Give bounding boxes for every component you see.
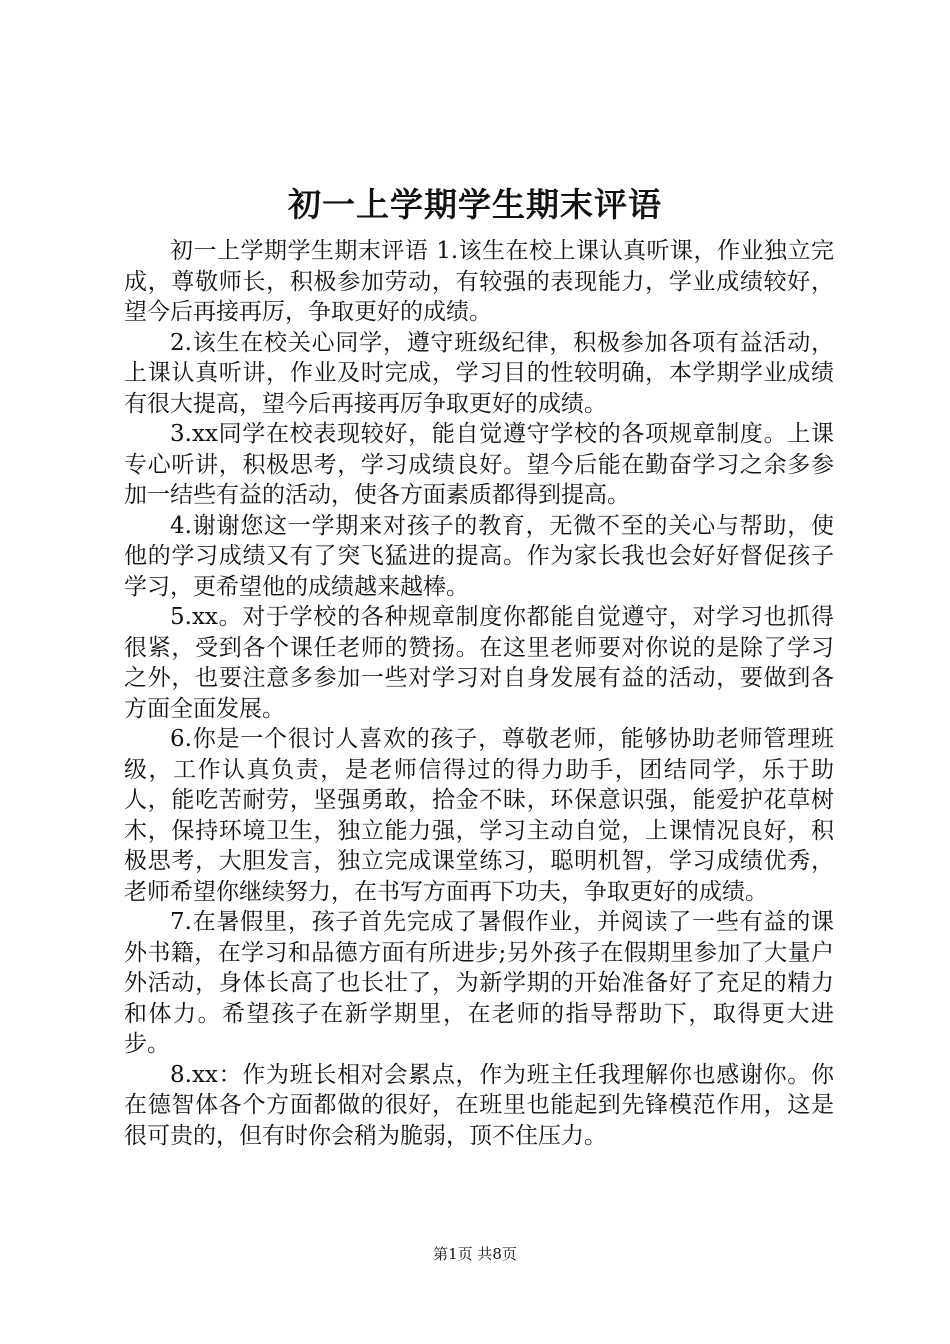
paragraph-6: 6.你是一个很讨人喜欢的孩子，尊敬老师，能够协助老师管理班级，工作认真负责，是老师信得过的得力助手，团结同学，乐于助人，能吃苦耐劳，坚强勇敢，拾金不昧，环保意识强，能爱护花草树木，保持环境卫生，独立能力强，学习主动自觉，上课情况良好，积极思考，大胆发言，独立完成课堂练习，聪明机智，学习成绩优秀，老师希望你继续努力，在书写方面再下功夫，争取更好的成绩。: [124, 726, 834, 905]
paragraph-8: 8.xx：作为班长相对会累点，作为班主任我理解你也感谢你。你在德智体各个方面都做的很好，在班里也能起到先锋模范作用，这是很可贵的，但有时你会稍为脆弱，顶不住压力。: [124, 1061, 834, 1149]
paragraph-5: 5.xx。对于学校的各种规章制度你都能自觉遵守，对学习也抓得很紧，受到各个课任老师的赞扬。在这里老师要对你说的是除了学习之外，也要注意多参加一些对学习对自身发展有益的活动，要做到各方面全面发展。: [124, 604, 834, 722]
page-number-footer: 第1页 共8页: [433, 1245, 517, 1263]
document-body: [124, 236, 834, 1151]
document-title: 初一上学期学生期末评语: [288, 185, 662, 224]
paragraph-7: 7.在暑假里，孩子首先完成了暑假作业，并阅读了一些有益的课外书籍，在学习和品德方面有所进步;另外孩子在假期里参加了大量户外活动，身体长高了也长壮了，为新学期的开始准备好了充足的精力和体力。希望孩子在新学期里，在老师的指导帮助下，取得更大进步。: [124, 909, 834, 1057]
paragraph-1: 初一上学期学生期末评语 1.该生在校上课认真听课，作业独立完成，尊敬师长，积极参加劳动，有较强的表现能力，学业成绩较好，望今后再接再厉，争取更好的成绩。: [124, 238, 834, 325]
paragraph-4: 4.谢谢您这一学期来对孩子的教育，无微不至的关心与帮助，使他的学习成绩又有了突飞猛进的提高。作为家长我也会好好督促孩子学习，更希望他的成绩越来越棒。: [124, 512, 834, 600]
paragraph-3: 3.xx同学在校表现较好，能自觉遵守学校的各项规章制度。上课专心听讲，积极思考，学习成绩良好。望今后能在勤奋学习之余多参加一结些有益的活动，使各方面素质都得到提高。: [124, 421, 834, 508]
paragraph-2: 2.该生在校关心同学，遵守班级纪律，积极参加各项有益活动，上课认真听讲，作业及时完成，学习目的性较明确，本学期学业成绩有很大提高，望今后再接再厉争取更好的成绩。: [124, 329, 834, 417]
